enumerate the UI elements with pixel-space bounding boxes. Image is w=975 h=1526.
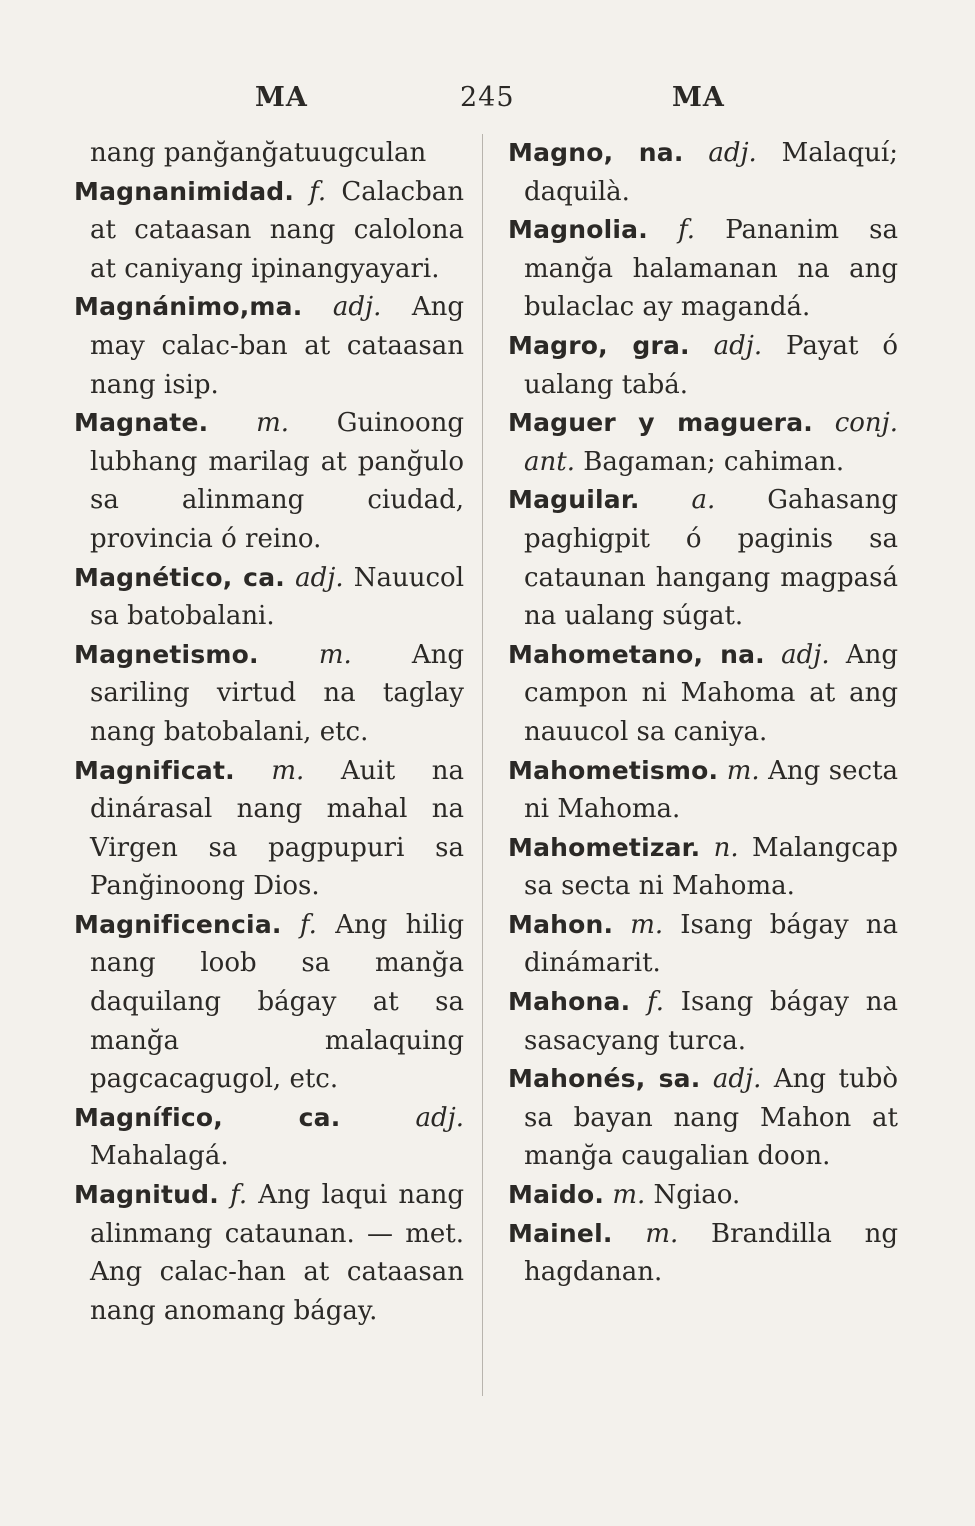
dictionary-entry <box>508 1060 898 1176</box>
dictionary-entry <box>74 288 464 404</box>
entry-part-of-speech: n. <box>713 832 739 863</box>
entry-definition: Ang laqui nang alinmang cataunan. — met. Ang calac-han at cataasan nang anomang bágay. <box>90 1180 464 1326</box>
entry-part-of-speech: m. <box>318 639 352 670</box>
entry-headword: Magno, na. <box>508 138 684 167</box>
entry-headword: Mahonés, sa. <box>508 1064 701 1094</box>
entry-part-of-speech: adj. <box>295 562 344 593</box>
dictionary-entry <box>508 636 898 752</box>
entry-definition: Calacban at cataasan nang calolona at caniyang ipinangyayari. <box>90 176 465 284</box>
dictionary-entry <box>74 173 464 289</box>
entry-headword: Magnanimidad. <box>74 176 295 206</box>
entry-headword: Magnetismo. <box>74 639 259 669</box>
dictionary-entry <box>74 1176 464 1330</box>
entry-definition: Ang hilig nang loob sa manğa daquilang bágay at sa manğa malaquing pagcacagugol, etc. <box>90 909 464 1095</box>
header-left-guide-word: MA <box>255 82 308 113</box>
entry-part-of-speech: adj. <box>713 330 763 361</box>
dictionary-entry <box>508 327 898 404</box>
entry-definition: Auit na dinárasal nang mahal na Virgen sa pagpupuri sa Panğinoong Dios. <box>90 755 465 902</box>
entry-headword: Magnífico, ca. <box>74 1102 341 1132</box>
dictionary-entry <box>508 134 898 211</box>
entry-definition: Bagaman; cahiman. <box>583 446 845 477</box>
entry-part-of-speech: f. <box>678 215 696 246</box>
entry-part-of-speech: m. <box>612 1180 646 1211</box>
entry-headword: Magnitud. <box>74 1180 219 1210</box>
entry-definition: Isang bágay na sasacyang turca. <box>524 987 898 1056</box>
right-column <box>508 134 898 1292</box>
entry-part-of-speech: adj. <box>332 292 382 323</box>
entry-definition: nang panğanğatuugculan <box>90 138 427 168</box>
dictionary-entry <box>74 404 464 558</box>
entry-headword: Magro, gra. <box>508 330 690 360</box>
dictionary-entry <box>74 752 464 906</box>
dictionary-entry <box>508 211 898 327</box>
dictionary-entry <box>508 906 898 983</box>
page-number: 245 <box>460 82 515 113</box>
entry-definition: Gahasang paghigpit ó paginis sa cataunan hangang magpasá na ualang súgat. <box>524 485 898 632</box>
dictionary-entry <box>74 1099 464 1176</box>
entry-headword: Mahon. <box>508 909 614 939</box>
entry-headword: Magnético, ca. <box>74 562 285 592</box>
dictionary-entry <box>74 636 464 752</box>
entry-part-of-speech: adj. <box>781 639 830 670</box>
entry-part-of-speech: adj. <box>415 1102 465 1133</box>
entry-part-of-speech: adj. <box>708 138 757 168</box>
entry-definition: Ang campon ni Mahoma at ang nauucol sa caniya. <box>524 639 899 747</box>
entry-headword: Magnánimo,ma. <box>74 292 303 322</box>
dictionary-entry <box>508 752 898 829</box>
entry-definition: Ang may calac-ban at cataasan nang isip. <box>90 292 465 400</box>
page-header <box>0 82 975 122</box>
entry-part-of-speech: m. <box>726 755 760 786</box>
entry-part-of-speech: conj. ant. <box>524 408 898 477</box>
entry-headword: Mainel. <box>508 1218 613 1248</box>
dictionary-entry <box>74 906 464 1099</box>
entry-definition: Ang secta ni Mahoma. <box>524 755 899 825</box>
entry-part-of-speech: f. <box>299 909 317 940</box>
entry-headword: Maguer y maguera. <box>508 408 813 438</box>
entry-part-of-speech: m. <box>256 408 289 439</box>
entry-headword: Maido. <box>508 1180 605 1210</box>
entry-part-of-speech: f. <box>647 987 665 1018</box>
entry-headword: Magnate. <box>74 408 209 438</box>
dictionary-entry <box>508 983 898 1060</box>
dictionary-entry <box>508 404 898 481</box>
entry-headword: Mahometizar. <box>508 832 701 862</box>
dictionary-entry <box>508 481 898 635</box>
entry-definition: Payat ó ualang tabá. <box>524 330 899 400</box>
header-right-guide-word: MA <box>672 82 725 113</box>
dictionary-entry <box>508 829 898 906</box>
dictionary-entry <box>508 1215 898 1292</box>
entry-headword: Mahometismo. <box>508 755 719 785</box>
entry-definition: Nauucol sa batobalani. <box>90 562 465 632</box>
entry-headword: Magnificencia. <box>74 909 282 939</box>
dictionary-entry <box>508 1176 898 1215</box>
entry-headword: Magnolia. <box>508 215 648 245</box>
entry-definition: Ang sariling virtud na taglay nang batobalani, etc. <box>90 639 465 747</box>
entry-part-of-speech: m. <box>271 755 305 786</box>
left-column <box>74 134 464 1330</box>
entry-part-of-speech: m. <box>645 1218 679 1249</box>
entry-definition: Isang bágay na dinámarit. <box>524 909 898 979</box>
entry-definition: Malaquí; daquilà. <box>524 138 898 207</box>
entry-definition: Guinoong lubhang marilag at panğulo sa alinmang ciudad, provincia ó reino. <box>90 408 464 554</box>
entry-headword: Maguilar. <box>508 485 640 515</box>
dictionary-entry <box>74 559 464 636</box>
entry-part-of-speech: f. <box>309 176 327 207</box>
column-divider <box>482 134 483 1396</box>
entry-definition: Malangcap sa secta ni Mahoma. <box>524 832 898 902</box>
entry-definition: Ngiao. <box>653 1180 741 1211</box>
entry-definition: Ang tubò sa bayan nang Mahon at manğa caugalian doon. <box>524 1064 899 1172</box>
entry-part-of-speech: adj. <box>712 1064 762 1095</box>
entry-headword: Magnificat. <box>74 755 235 785</box>
entry-part-of-speech: f. <box>230 1180 248 1211</box>
entry-definition: Brandilla ng hagdanan. <box>524 1218 899 1288</box>
entry-headword: Mahona. <box>508 987 631 1017</box>
entry-part-of-speech: m. <box>630 909 664 940</box>
entry-headword: Mahometano, na. <box>508 639 765 669</box>
dictionary-entry <box>74 134 464 173</box>
entry-part-of-speech: a. <box>691 485 716 516</box>
entry-definition: Mahalagá. <box>90 1141 229 1172</box>
entry-definition: Pananim sa manğa halamanan na ang bulaclac ay magandá. <box>524 215 899 323</box>
